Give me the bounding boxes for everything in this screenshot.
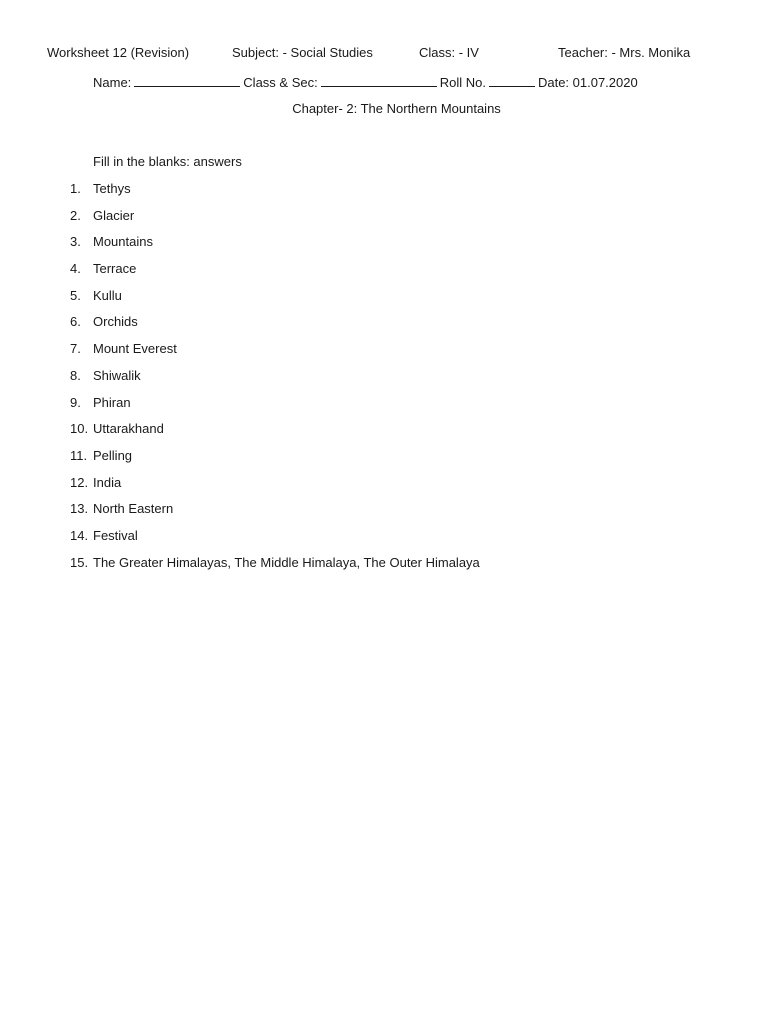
answer-text: Phiran — [93, 394, 131, 410]
roll-no-label: Roll No. — [439, 75, 486, 90]
roll-no-blank — [489, 74, 535, 87]
answer-text: Uttarakhand — [93, 421, 164, 437]
date-label: Date: 01.07.2020 — [537, 75, 638, 90]
answer-text: Mountains — [93, 234, 153, 250]
answer-number: 3. — [70, 234, 81, 250]
class-label: Class: - IV — [419, 45, 479, 60]
answer-number: 14. — [70, 527, 89, 543]
answer-text: The Greater Himalayas, The Middle Himalaya, The Outer Himalaya — [93, 554, 480, 570]
answer-number: 1. — [70, 181, 81, 196]
chapter-title: Chapter- 2: The Northern Mountains — [292, 101, 501, 116]
answer-text: Festival — [93, 527, 138, 543]
answer-number: 8. — [70, 367, 81, 383]
answer-text: Terrace — [93, 261, 137, 277]
answer-number: 6. — [70, 314, 81, 330]
answer-text: Kullu — [93, 287, 122, 303]
answer-number: 11. — [70, 447, 88, 463]
class-sec-label: Class & Sec: — [243, 75, 318, 90]
answer-text: Mount Everest — [93, 341, 177, 357]
worksheet-title: Worksheet 12 (Revision) — [47, 45, 190, 60]
teacher-label: Teacher: - Mrs. Monika — [558, 45, 691, 60]
answer-number: 10. — [70, 421, 89, 437]
answer-text: Glacier — [93, 207, 135, 223]
instructions: Fill in the blanks: answers — [93, 154, 242, 169]
answer-number: 9. — [70, 394, 81, 410]
answer-number: 4. — [70, 261, 81, 277]
answer-number: 7. — [70, 341, 81, 357]
subject-label: Subject: - Social Studies — [232, 45, 373, 60]
answer-text: Tethys — [93, 181, 131, 196]
answer-number: 5. — [70, 287, 81, 303]
answer-number: 12. — [70, 474, 89, 490]
name-blank — [134, 74, 240, 87]
answer-text: North Eastern — [93, 501, 174, 517]
answer-number: 15. — [70, 554, 89, 570]
student-info-row — [93, 74, 638, 91]
answer-text: India — [93, 474, 122, 490]
answer-text: Orchids — [93, 314, 138, 330]
name-label: Name: — [93, 75, 132, 90]
answer-number: 2. — [70, 207, 81, 223]
answer-text: Shiwalik — [93, 367, 141, 383]
class-sec-blank — [321, 74, 437, 87]
answer-number: 13. — [70, 501, 89, 517]
answer-text: Pelling — [93, 447, 133, 463]
